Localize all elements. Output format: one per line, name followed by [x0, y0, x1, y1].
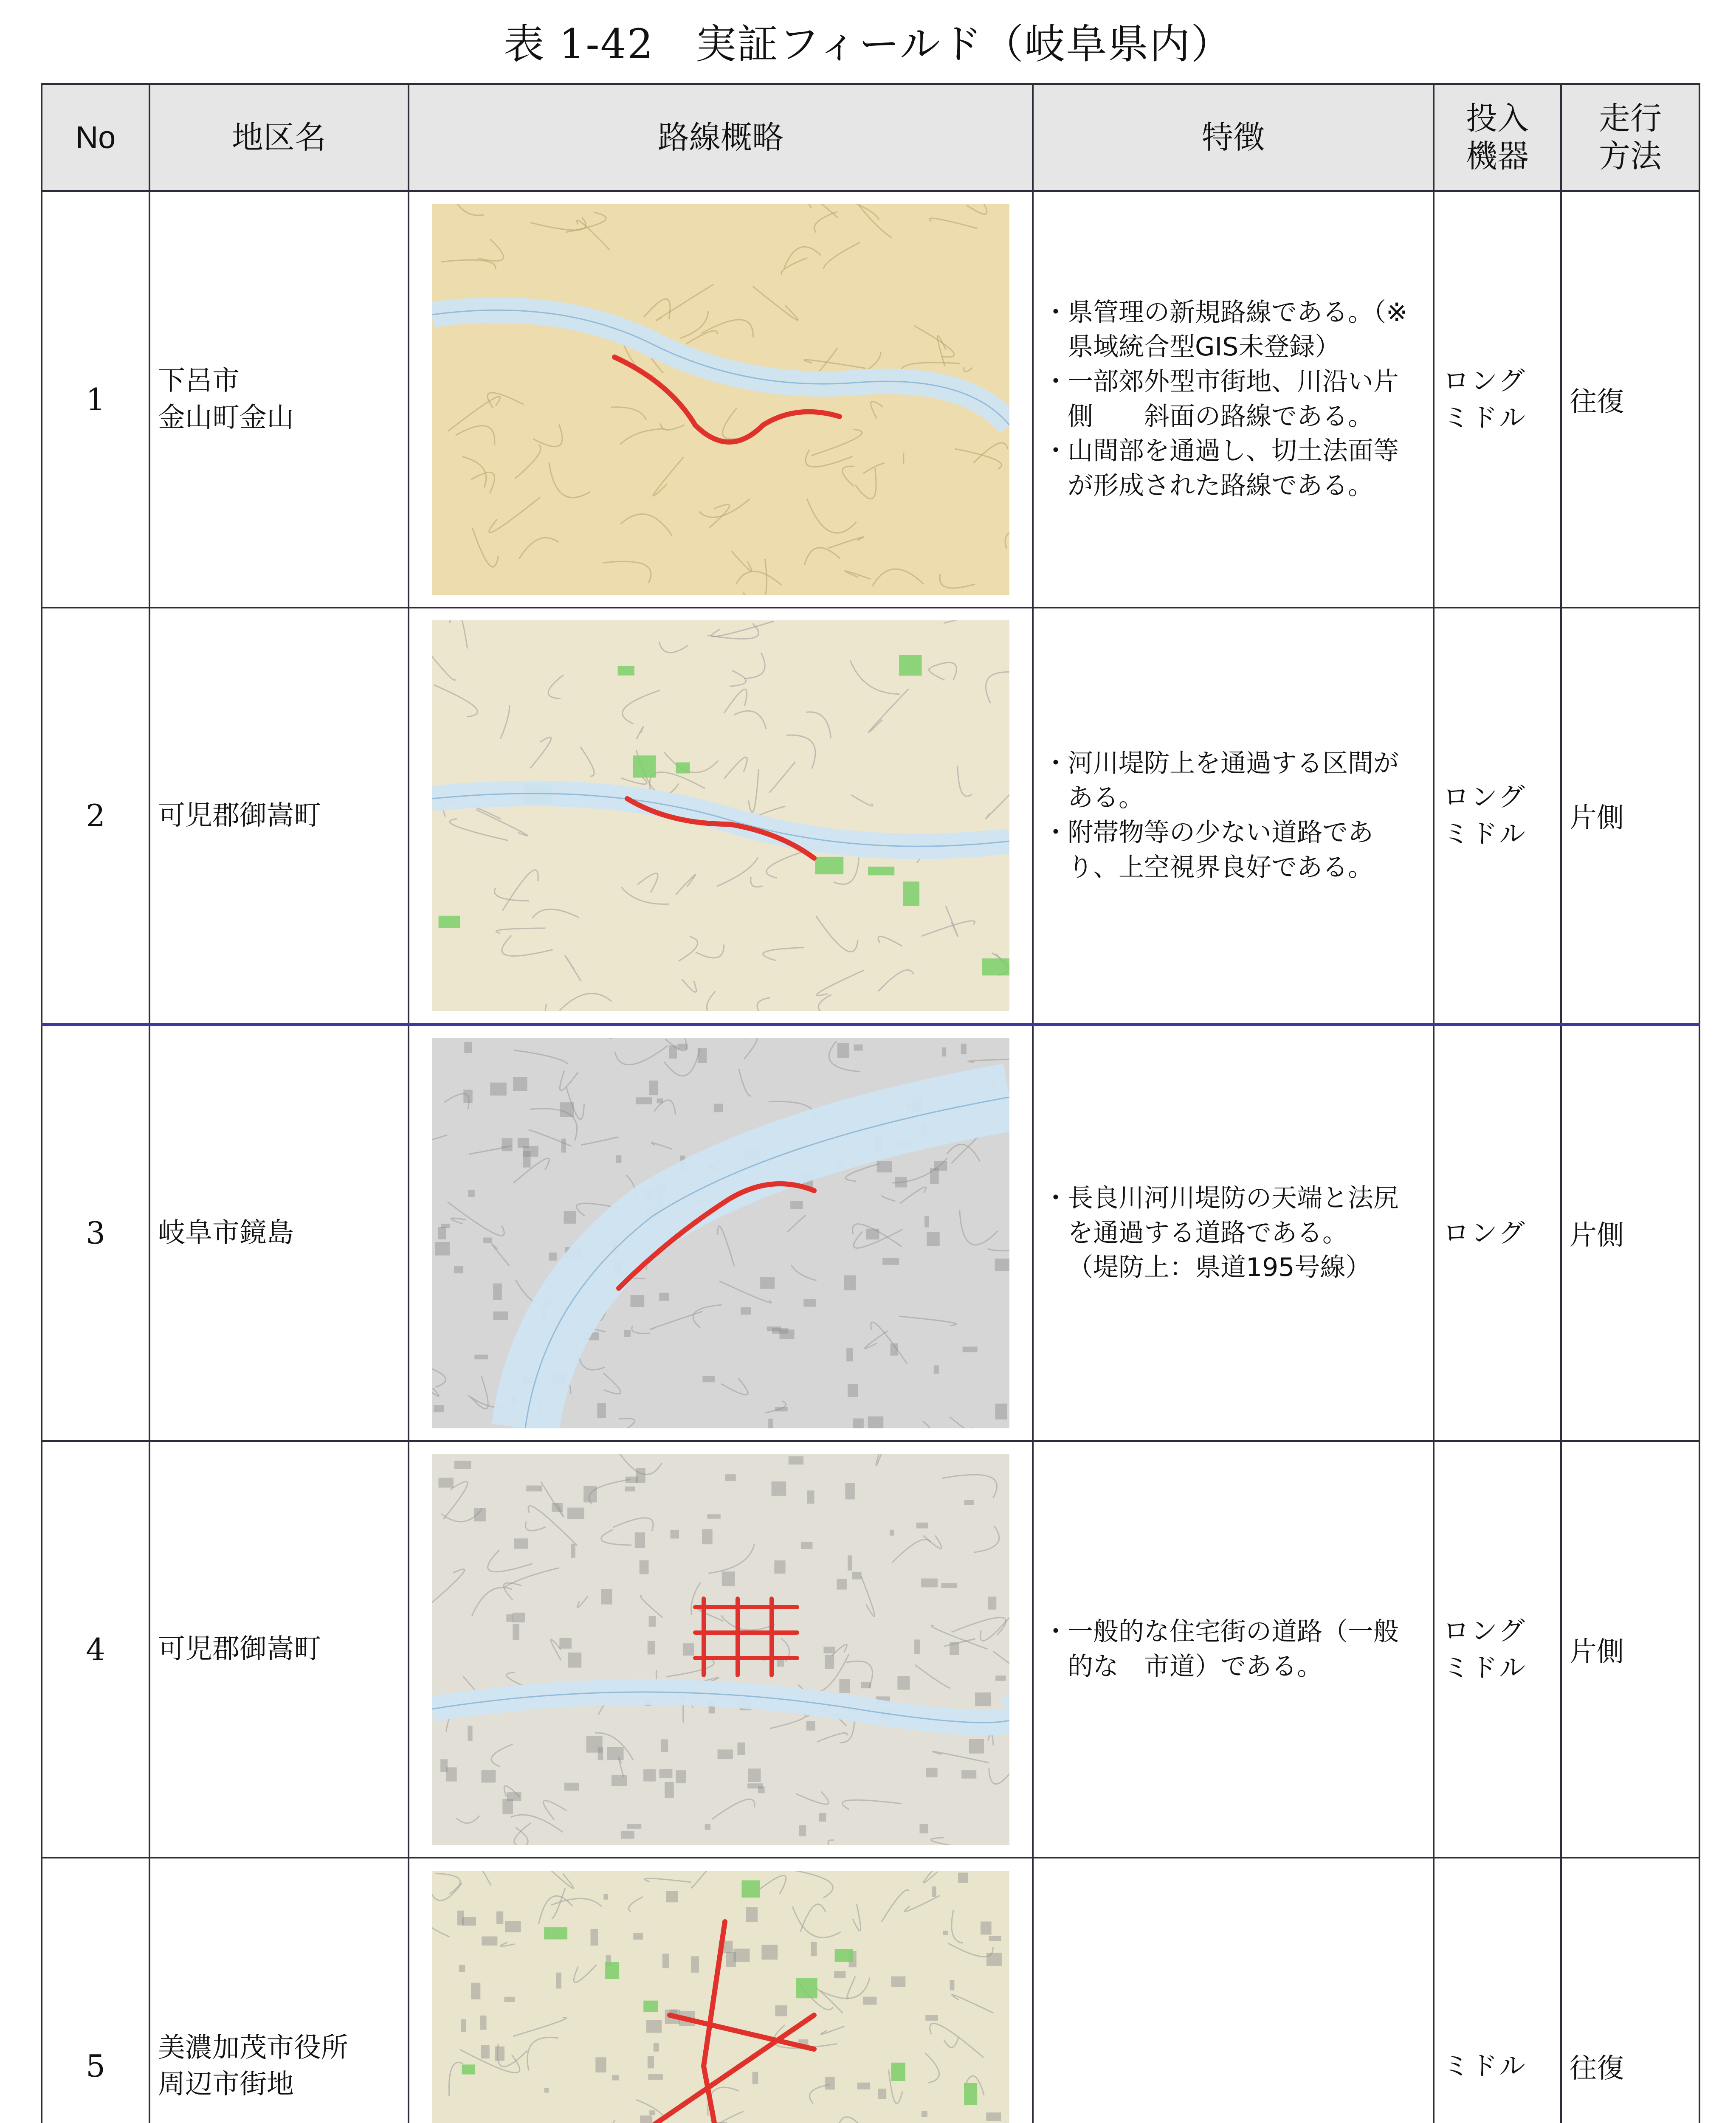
cell-drive — [1561, 1025, 1699, 1441]
drive-value: 片側 — [1570, 1220, 1624, 1252]
table-row — [42, 608, 1699, 1024]
cell-route-map — [409, 608, 1033, 1024]
feature-item: ・ 山間部を通過し、切土法面等が形成された路線である。 — [1046, 434, 1421, 503]
equipment-value: ロング ミドル — [1443, 365, 1527, 433]
cell-no — [42, 1441, 149, 1858]
cell-equipment — [1434, 1025, 1561, 1441]
row-number: 2 — [86, 797, 105, 833]
cell-drive — [1561, 608, 1699, 1024]
area-name: 可児郡御嵩町 — [158, 800, 321, 831]
route-map-image — [432, 1871, 1009, 2123]
feature-list — [1046, 1615, 1421, 1684]
header-equipment: 投入 機器 — [1434, 84, 1561, 191]
cell-equipment — [1434, 608, 1561, 1024]
cell-drive — [1561, 191, 1699, 608]
cell-route-map — [409, 1441, 1033, 1858]
drive-value: 片側 — [1570, 802, 1624, 834]
feature-item: ・ 一部郊外型市街地、川沿い片側 斜面の路線である。 — [1046, 365, 1421, 434]
route-map-image — [432, 1038, 1009, 1428]
header-features: 特徴 — [1033, 84, 1434, 191]
cell-features — [1033, 1441, 1434, 1858]
cell-area — [149, 1441, 409, 1858]
feature-item: ・ 長良川河川堤防の天端と法尻を通過する道路である。 （堤防上：県道195号線） — [1046, 1181, 1421, 1285]
table-row — [42, 1858, 1699, 2123]
row-number: 1 — [86, 381, 105, 417]
feature-item: ・ 河川堤防上を通過する区間がある。 — [1046, 746, 1421, 816]
cell-route-map — [409, 1858, 1033, 2123]
equipment-value: ミドル — [1443, 2050, 1527, 2081]
table-row — [42, 1441, 1699, 1858]
field-table — [41, 83, 1700, 2123]
feature-list — [1046, 746, 1421, 885]
cell-features — [1033, 608, 1434, 1024]
cell-no — [42, 1858, 149, 2123]
equipment-value: ロング ミドル — [1443, 1615, 1527, 1683]
area-name: 岐阜市鏡島 — [158, 1217, 294, 1249]
header-route: 路線概略 — [409, 84, 1033, 191]
drive-value: 往復 — [1570, 386, 1624, 418]
cell-route-map — [409, 191, 1033, 608]
cell-features — [1033, 1858, 1434, 2123]
header-no: No — [42, 84, 149, 191]
cell-area — [149, 1858, 409, 2123]
route-map-image — [432, 620, 1009, 1011]
cell-features — [1033, 1025, 1434, 1441]
cell-equipment — [1434, 1858, 1561, 2123]
table-row — [42, 191, 1699, 608]
area-name: 下呂市 金山町金山 — [158, 365, 294, 434]
drive-value: 片側 — [1570, 1636, 1624, 1668]
cell-equipment — [1434, 191, 1561, 608]
row-number: 4 — [86, 1631, 105, 1667]
header-area: 地区名 — [149, 84, 409, 191]
cell-area — [149, 1025, 409, 1441]
drive-value: 往復 — [1570, 2053, 1624, 2084]
cell-area — [149, 608, 409, 1024]
feature-item: ・ 一般的な住宅街の道路（一般的な 市道）である。 — [1046, 1615, 1421, 1684]
row-number: 3 — [86, 1215, 105, 1251]
table-caption: 表 1-42 実証フィールド（岐阜県内） — [503, 20, 1233, 68]
area-name: 美濃加茂市役所 周辺市街地 — [158, 2032, 348, 2100]
table-row — [42, 1025, 1699, 1441]
cell-no — [42, 608, 149, 1024]
cell-no — [42, 1025, 149, 1441]
equipment-value: ロング — [1443, 1217, 1527, 1248]
feature-item: ・ 附帯物等の少ない道路であり、上空視界良好である。 — [1046, 816, 1421, 885]
cell-area — [149, 191, 409, 608]
route-map-image — [432, 204, 1009, 595]
cell-features — [1033, 191, 1434, 608]
feature-list — [1046, 1181, 1421, 1285]
cell-drive — [1561, 1441, 1699, 1858]
table-header-row — [42, 84, 1699, 191]
cell-route-map — [409, 1025, 1033, 1441]
area-name: 可児郡御嵩町 — [158, 1633, 321, 1665]
cell-equipment — [1434, 1441, 1561, 1858]
cell-drive — [1561, 1858, 1699, 2123]
header-drive: 走行 方法 — [1561, 84, 1699, 191]
route-map-image — [432, 1454, 1009, 1845]
feature-item: ・ 県管理の新規路線である。（※県域統合型GIS未登録） — [1046, 296, 1421, 365]
feature-list — [1046, 296, 1421, 504]
equipment-value: ロング ミドル — [1443, 781, 1527, 849]
row-number: 5 — [86, 2048, 105, 2084]
cell-no — [42, 191, 149, 608]
